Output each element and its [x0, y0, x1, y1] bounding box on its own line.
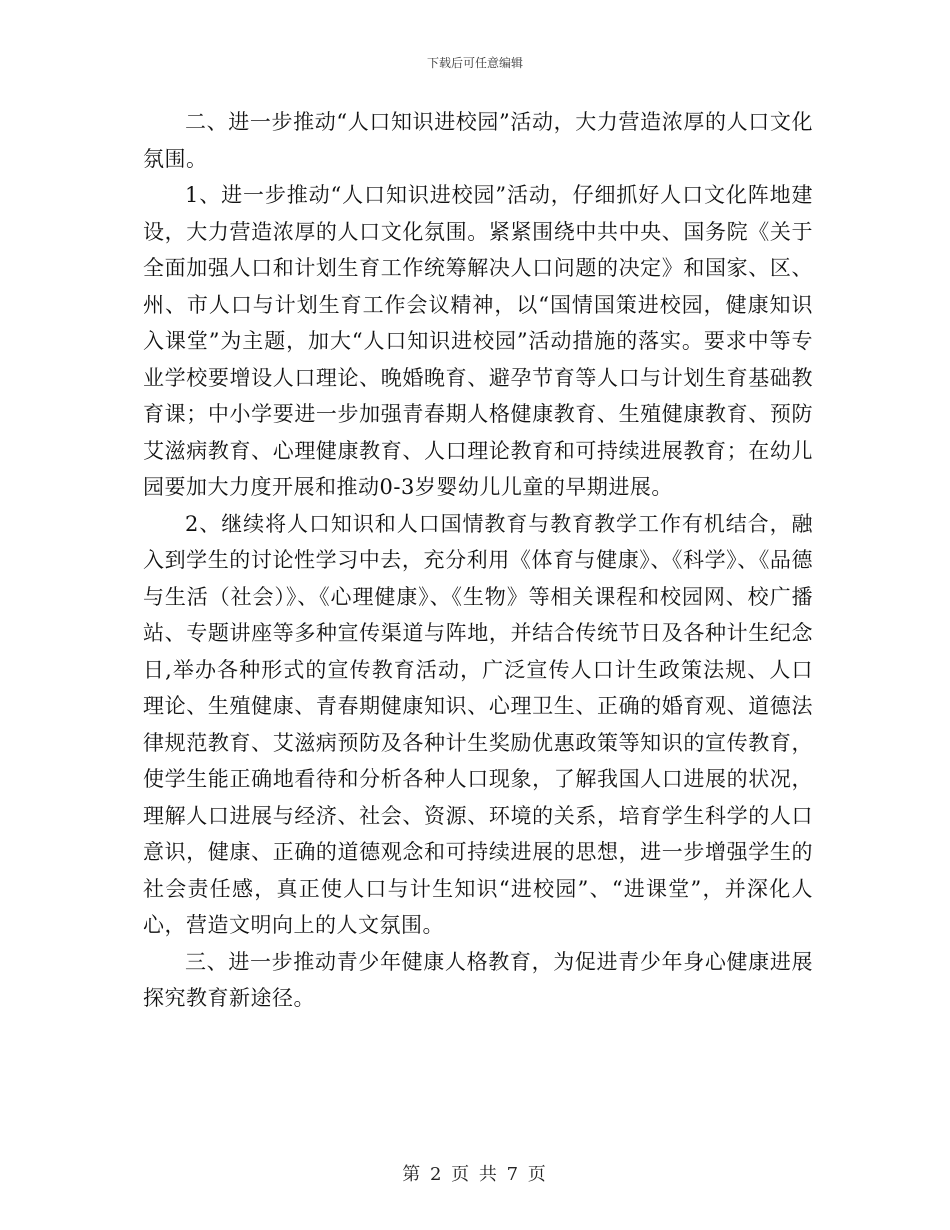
section-heading-2: 二、进一步推动“人口知识进校园”活动，大力营造浓厚的人口文化氛围。 — [143, 110, 813, 171]
page-number: 第 2 页 共 7 页 — [402, 1164, 548, 1185]
page-header-note: 下载后可任意编辑 — [426, 56, 523, 70]
paragraph-item-1: 1、进一步推动“人口知识进校园”活动，仔细抓好人口文化阵地建设，大力营造浓厚的人口文化氛围。紧紧围绕中共中央、国务院《关于全面加强人口和计划生育工作统筹解决人口问题的决定》和国家、区、州、市人口与计划生育工作会议精神，以“国情国策进校园，健康知识入课堂”为主题，加大“人口知识进校园”活动措施的落实。要求中等专业学校要增设人口理论、晚婚晚育、避孕节育等人口与计划生育基础教育课；中小学要进一步加强青春期人格健康教育、生殖健康教育、预防艾滋病教育、心理健康教育、人口理论教育和可持续进展教育；在幼儿园要加大力度开展和推动0-3岁婴幼儿儿童的早期进展。 — [143, 183, 813, 499]
document-body — [143, 104, 813, 1017]
section-heading-3: 三、进一步推动青少年健康人格教育，为促进青少年身心健康进展探究教育新途径。 — [143, 949, 813, 1010]
paragraph-item-2: 2、继续将人口知识和人口国情教育与教育教学工作有机结合，融入到学生的讨论性学习中去，充分利用《体育与健康》、《科学》、《品德与生活（社会）》、《心理健康》、《生物》等相关课程和校园网、校广播站、专题讲座等多种宣传渠道与阵地，并结合传统节日及各种计生纪念日,举办各种形式的宣传教育活动，广泛宣传人口计生政策法规、人口理论、生殖健康、青春期健康知识、心理卫生、正确的婚育观、道德法律规范教育、艾滋病预防及各种计生奖励优惠政策等知识的宣传教育，使学生能正确地看待和分析各种人口现象，了解我国人口进展的状况，理解人口进展与经济、社会、资源、环境的关系，培育学生科学的人口意识，健康、正确的道德观念和可持续进展的思想，进一步增强学生的社会责任感，真正使人口与计生知识“进校园”、“进课堂”，并深化人心，营造文明向上的人文氛围。 — [143, 511, 813, 937]
